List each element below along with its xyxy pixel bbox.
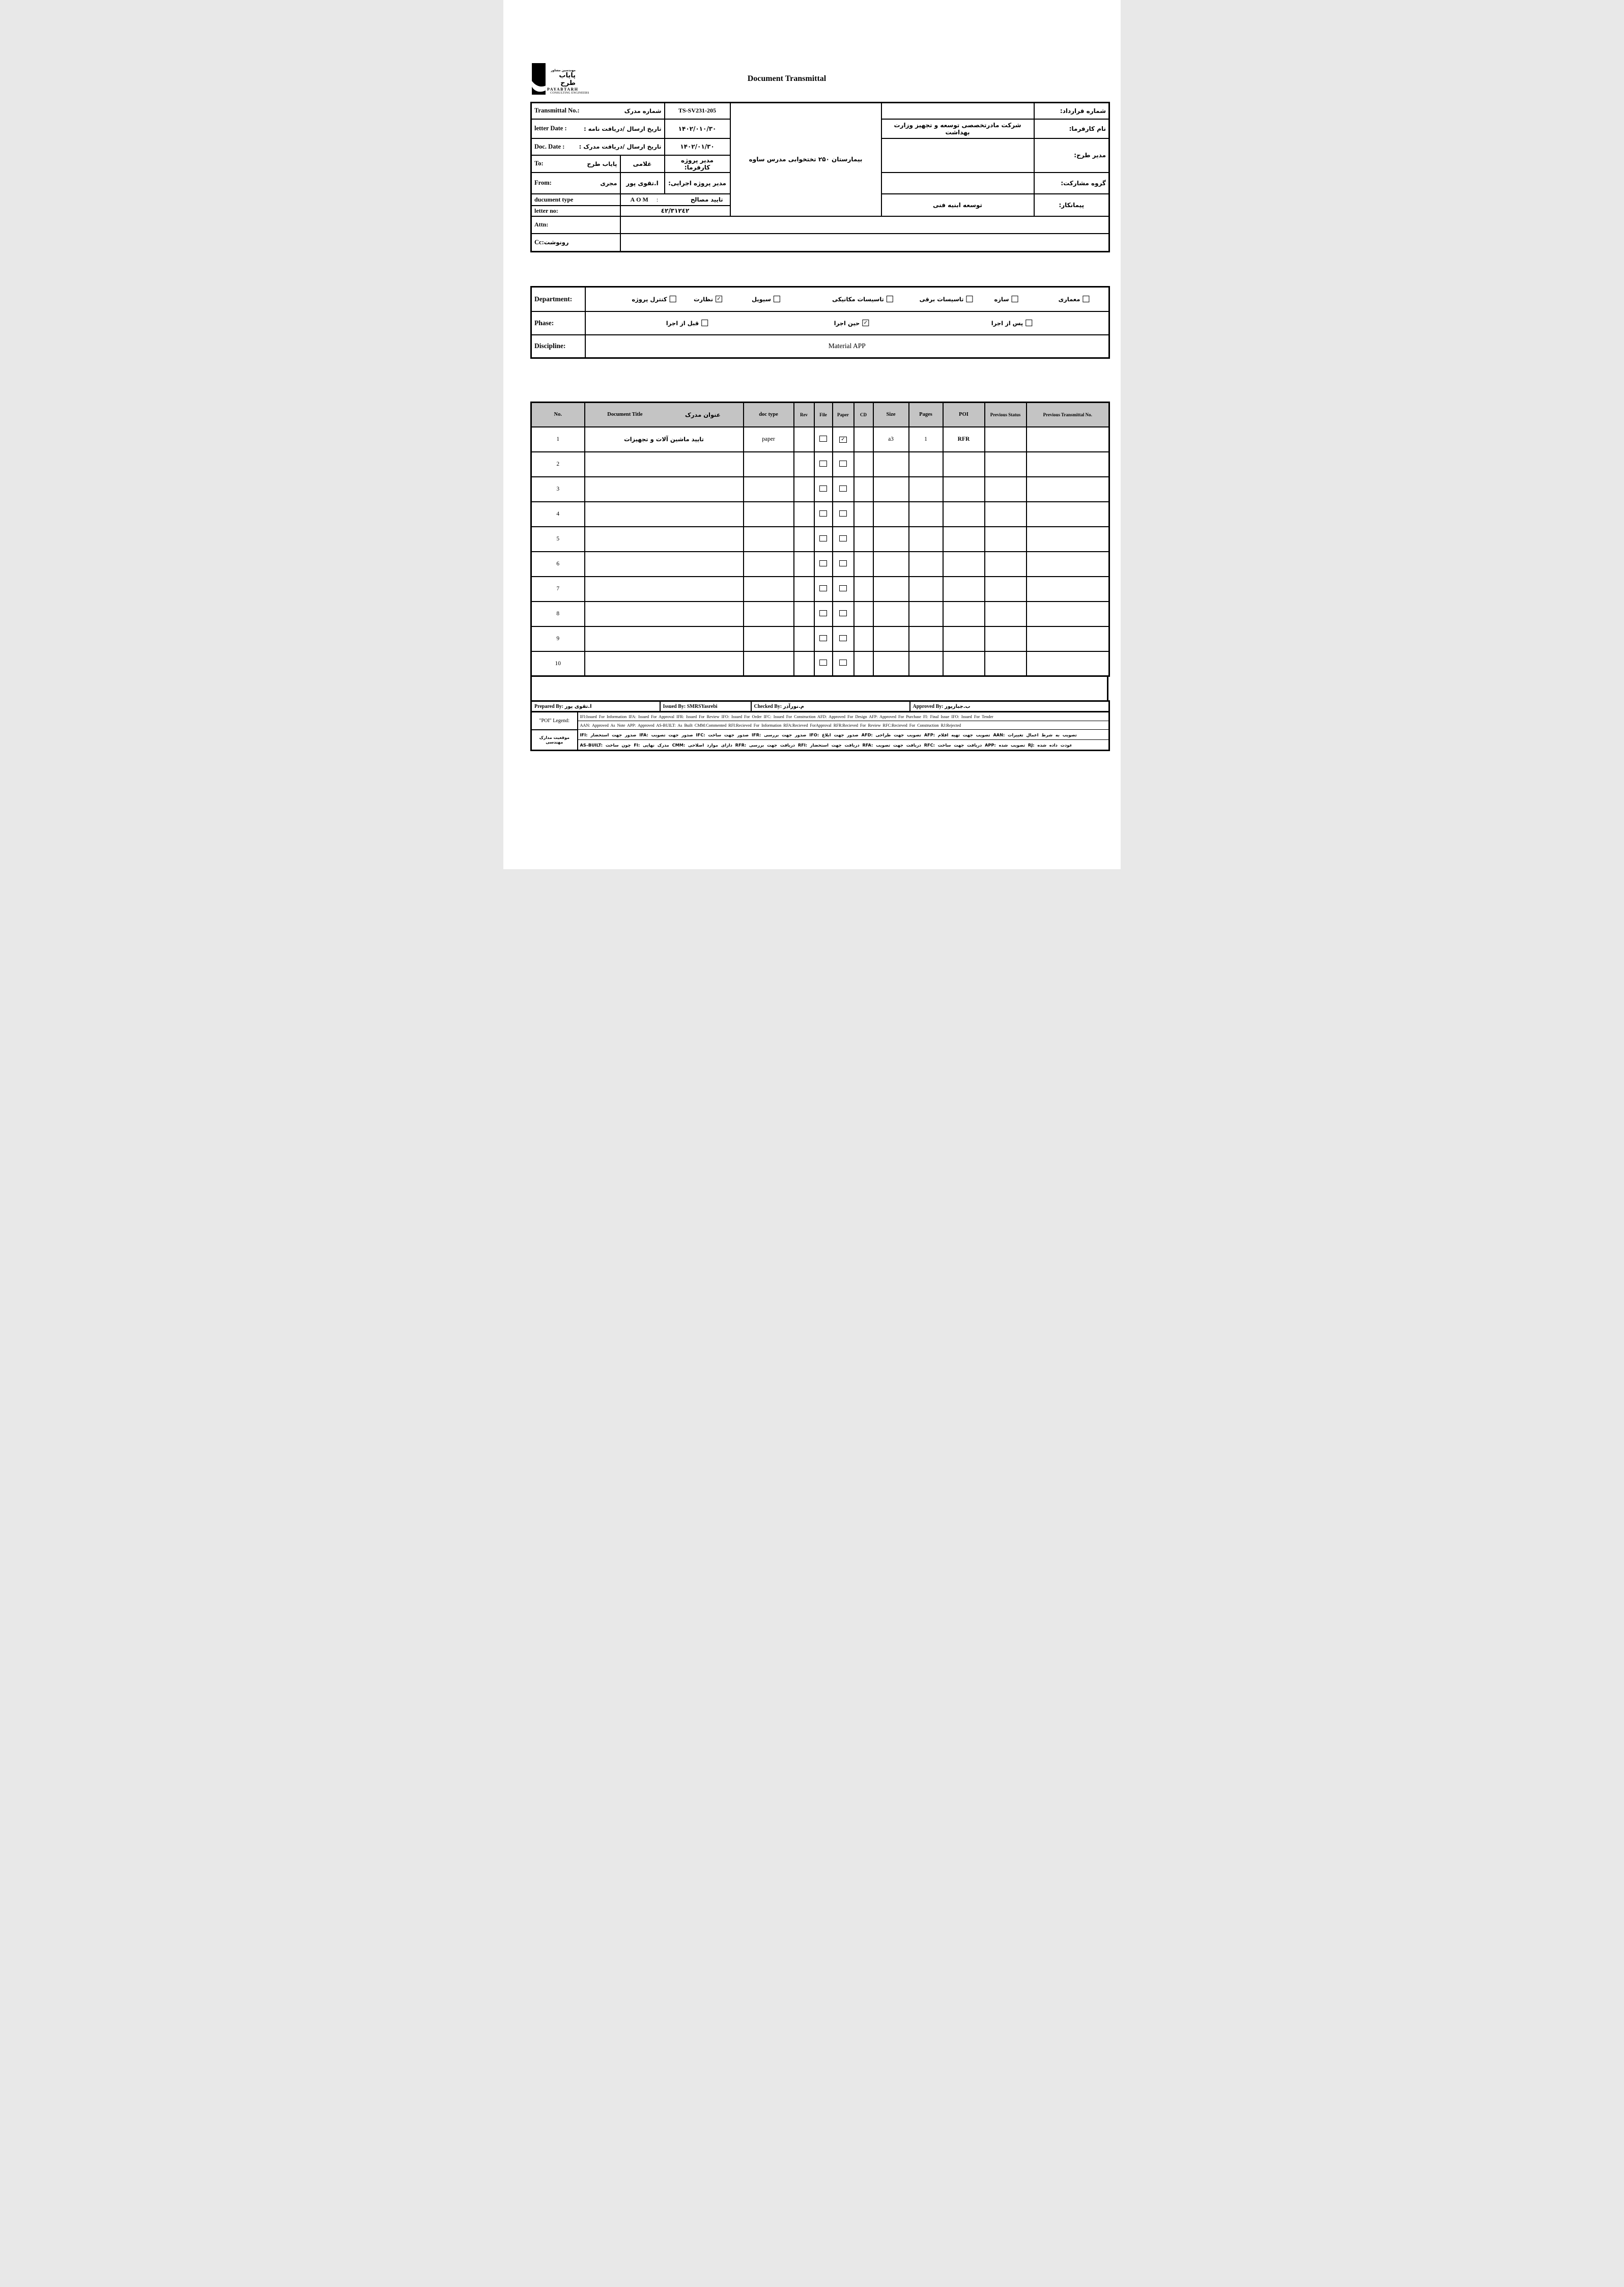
project-manager-label: مدیر طرح:	[1034, 138, 1109, 173]
col-header-title	[585, 403, 744, 427]
from-role-label: مدیر پروژه اجرایی:	[665, 173, 730, 194]
cell-poi	[943, 502, 985, 527]
department-option	[632, 296, 676, 303]
paper-checkbox[interactable]	[839, 535, 847, 541]
cell-poi: RFR	[943, 427, 985, 452]
cell-title	[585, 577, 744, 602]
paper-checkbox[interactable]	[839, 461, 847, 467]
doc-type-value-en: AOM	[630, 195, 650, 203]
doc-date-value: ۱۴۰۲/۰۱/۳۰	[665, 138, 730, 155]
file-checkbox[interactable]	[819, 585, 827, 591]
department-checkbox[interactable]	[1012, 296, 1018, 302]
poi-legend-line2: AAN: Approved As Note APP: Approved AS-BUILT: As Built CMM:Commented RFI:Recieved For Information RFA:Recieved ForApproval RFR:Recieved For Review RFC:Recieved For Construction RJ:Rejected	[578, 721, 1109, 730]
department-option	[994, 296, 1018, 303]
cell-title	[585, 626, 744, 651]
discipline-label: Discipline:	[531, 335, 585, 358]
project-manager-value	[881, 138, 1034, 173]
department-option-label: سیویل	[752, 295, 771, 303]
col-header-rev: Rev	[794, 403, 814, 427]
cell-doc_type	[744, 651, 794, 676]
cell-no: 1	[531, 427, 585, 452]
cell-cd	[854, 626, 873, 651]
department-checkbox[interactable]	[774, 296, 780, 302]
cell-title	[585, 452, 744, 477]
transmittal-no-label-cell	[531, 103, 665, 119]
cell-file	[814, 651, 833, 676]
client-name-label: نام کارفرما:	[1034, 119, 1109, 138]
department-checkbox[interactable]	[1082, 296, 1089, 302]
cell-cd	[854, 577, 873, 602]
col-header-pages: Pages	[909, 403, 943, 427]
brand-name-en: PAYABTARH	[547, 87, 579, 92]
cell-title	[585, 527, 744, 552]
table-row	[531, 427, 1109, 452]
cc-label-fa: رونوشت	[544, 238, 569, 246]
table-row	[531, 452, 1109, 477]
cell-no: 2	[531, 452, 585, 477]
to-label: To:	[534, 160, 544, 167]
cell-rev	[794, 477, 814, 502]
doc-type-value-fa: تایید مصالح	[690, 196, 723, 203]
department-option-label: تاسیسات مکانیکی	[832, 295, 884, 303]
doc-date-label-fa: تاریخ ارسال /دریافت مدرک :	[579, 143, 662, 150]
cell-file	[814, 477, 833, 502]
phase-checkbox[interactable]: ✓	[862, 320, 869, 326]
cell-cd	[854, 552, 873, 577]
cell-prev_transmittal	[1027, 452, 1109, 477]
checked-by-cell	[751, 701, 910, 712]
cell-pages	[909, 527, 943, 552]
col-header-size: Size	[873, 403, 909, 427]
cell-no: 3	[531, 477, 585, 502]
cell-size	[873, 477, 909, 502]
phase-option	[834, 320, 869, 327]
cell-prev_status	[985, 427, 1027, 452]
cell-pages	[909, 577, 943, 602]
department-option-label: نظارت	[693, 295, 714, 303]
department-phase-table	[530, 286, 1110, 359]
approved-by-value: ب.جبارپور	[945, 703, 971, 709]
file-checkbox[interactable]	[819, 510, 827, 517]
col-header-doc-type: doc type	[744, 403, 794, 427]
cell-doc_type	[744, 577, 794, 602]
table-row	[531, 502, 1109, 527]
cell-size	[873, 602, 909, 626]
cell-prev_status	[985, 452, 1027, 477]
cell-paper	[833, 577, 854, 602]
transmittal-no-label-fa: شماره مدرک	[624, 107, 662, 115]
cell-title	[585, 552, 744, 577]
contractor-value: توسعه ابنیه فنی	[881, 194, 1034, 216]
discipline-value: Material APP	[585, 335, 1109, 358]
attn-label: Attn:	[531, 216, 620, 234]
file-checkbox[interactable]	[819, 635, 827, 641]
cell-rev	[794, 527, 814, 552]
paper-checkbox[interactable]	[839, 610, 847, 616]
legend-table	[530, 711, 1110, 751]
cell-pages	[909, 552, 943, 577]
cell-rev	[794, 502, 814, 527]
document-list-table	[530, 402, 1110, 677]
cell-poi	[943, 477, 985, 502]
document-transmittal-page	[503, 0, 1121, 869]
cell-paper	[833, 552, 854, 577]
from-label: From:	[534, 179, 552, 186]
cell-poi	[943, 651, 985, 676]
cell-doc_type	[744, 626, 794, 651]
transmittal-info-table	[530, 102, 1110, 252]
cell-paper	[833, 427, 854, 452]
phase-option-label: پس از اجرا	[991, 319, 1023, 327]
contract-no-label: شماره قرارداد:	[1034, 103, 1109, 119]
poi-legend-line1: IFI:Issued For Information IFA: Issued For Approval IFR: Issued For Review IFO: Issued For Order IFC: Issued For Construction AFD: Approved For Design AFP: Approved For Purchase FI: Final Issue IFO: Issued For Tender	[578, 712, 1109, 721]
phase-option	[991, 320, 1032, 327]
table-row	[531, 651, 1109, 676]
cc-label: Cc:	[534, 238, 544, 246]
cell-title	[585, 502, 744, 527]
cell-size	[873, 527, 909, 552]
table-row	[531, 552, 1109, 577]
page-title: Document Transmittal	[747, 74, 827, 83]
from-value: مجری	[600, 179, 617, 187]
phase-option-label: قبل از اجرا	[666, 319, 699, 327]
department-option	[832, 296, 893, 303]
cell-prev_transmittal	[1027, 626, 1109, 651]
letter-date-label-fa: تاریخ ارسال /دریافت نامه :	[584, 125, 662, 132]
phase-option-label: حین اجرا	[834, 319, 860, 327]
paper-checkbox[interactable]: ✓	[839, 437, 847, 443]
cell-cd	[854, 502, 873, 527]
table-header-row	[531, 403, 1109, 427]
issued-by-cell	[660, 701, 751, 712]
cell-doc_type	[744, 602, 794, 626]
cell-pages	[909, 651, 943, 676]
from-person: ا.تقوی پور	[620, 173, 665, 194]
department-option	[694, 296, 722, 303]
cell-prev_transmittal	[1027, 577, 1109, 602]
table-row	[531, 527, 1109, 552]
cell-title	[585, 651, 744, 676]
cell-paper	[833, 527, 854, 552]
cell-file	[814, 602, 833, 626]
from-label-cell	[531, 173, 620, 194]
paper-checkbox[interactable]	[839, 485, 847, 492]
cell-poi	[943, 452, 985, 477]
department-checkbox[interactable]	[887, 296, 893, 302]
paper-checkbox[interactable]	[839, 635, 847, 641]
col-header-prev-transmittal: Previous Transmittal No.	[1027, 403, 1109, 427]
cell-prev_status	[985, 626, 1027, 651]
brand-subtitle: CONSULTING ENGINEERS	[550, 92, 589, 95]
cell-title: تایید ماشین آلات و تجهیزات	[585, 427, 744, 452]
cell-size	[873, 651, 909, 676]
project-name: بیمارستان ۲۵۰ تختخوابی مدرس ساوه	[730, 103, 881, 216]
paper-checkbox[interactable]	[839, 660, 847, 666]
prepared-by-cell	[531, 701, 660, 712]
department-checkbox[interactable]	[670, 296, 676, 302]
cell-prev_transmittal	[1027, 427, 1109, 452]
jv-group-value	[881, 173, 1034, 194]
cell-rev	[794, 452, 814, 477]
doc-type-label: ducument type	[531, 194, 620, 206]
status-legend-line1: IFI: صدور جهت استحضار IFA: صدور جهت تصویب IFC: صدور جهت ساخت IFR: صدور جهت بررسی IFO: صدور جهت ابلاغ AFD: تصویب جهت طراحی AFP: تصویب جهت تهیه اقلام AAN: تصویب به شرط اعمال تغییرات	[578, 730, 1109, 740]
cell-file	[814, 552, 833, 577]
cell-cd	[854, 527, 873, 552]
department-checkbox[interactable]: ✓	[716, 296, 722, 302]
contract-no-value	[881, 103, 1034, 119]
letter-no-value: ٤٢/٣١٢٤٢	[620, 206, 730, 216]
cell-size	[873, 577, 909, 602]
cell-poi	[943, 626, 985, 651]
file-checkbox[interactable]	[819, 535, 827, 541]
attn-value	[620, 216, 1109, 234]
file-checkbox[interactable]	[819, 610, 827, 616]
cell-pages	[909, 477, 943, 502]
cell-no: 4	[531, 502, 585, 527]
col-header-title-fa: عنوان مدرک	[685, 411, 721, 418]
cell-file	[814, 626, 833, 651]
cell-prev_transmittal	[1027, 477, 1109, 502]
cell-pages	[909, 502, 943, 527]
col-header-poi: POI	[943, 403, 985, 427]
department-checkbox[interactable]	[966, 296, 973, 302]
department-option	[1059, 296, 1090, 303]
cell-title	[585, 602, 744, 626]
poi-legend-label: "POI" Legend:	[531, 712, 578, 730]
cell-rev	[794, 651, 814, 676]
cell-poi	[943, 602, 985, 626]
department-option	[920, 296, 973, 303]
cell-paper	[833, 502, 854, 527]
department-option-label: سازه	[994, 295, 1009, 303]
cell-prev_status	[985, 577, 1027, 602]
paper-checkbox[interactable]	[839, 585, 847, 591]
cell-prev_transmittal	[1027, 602, 1109, 626]
phase-label: Phase:	[531, 311, 585, 335]
cell-prev_status	[985, 651, 1027, 676]
cell-paper	[833, 452, 854, 477]
letter-date-label-cell	[531, 119, 665, 138]
to-value: پایاب طرح	[587, 160, 617, 167]
cell-paper	[833, 626, 854, 651]
to-label-cell	[531, 155, 620, 173]
cell-size: a3	[873, 427, 909, 452]
department-option-label: معماری	[1058, 295, 1080, 303]
cell-cd	[854, 602, 873, 626]
phase-option	[666, 320, 708, 327]
issued-by-label: Issued By:	[663, 703, 686, 709]
approved-by-cell	[910, 701, 1109, 712]
cell-prev_transmittal	[1027, 651, 1109, 676]
cell-poi	[943, 577, 985, 602]
cell-prev_transmittal	[1027, 552, 1109, 577]
brand-name-fa: پایاب طرح	[559, 72, 576, 87]
cell-title	[585, 477, 744, 502]
cell-size	[873, 452, 909, 477]
payabtarh-logo-icon	[532, 63, 546, 95]
cell-no: 8	[531, 602, 585, 626]
col-header-file: File	[814, 403, 833, 427]
cell-cd	[854, 477, 873, 502]
cell-size	[873, 502, 909, 527]
checked-by-value: م.نورآذر	[783, 703, 804, 709]
prepared-by-label: Prepared By:	[534, 703, 564, 709]
doc-type-colon: :	[656, 195, 659, 203]
doc-date-label-cell	[531, 138, 665, 155]
cell-rev	[794, 552, 814, 577]
approved-by-label: Approved By:	[913, 703, 944, 709]
cell-cd	[854, 427, 873, 452]
file-checkbox[interactable]	[819, 485, 827, 492]
client-name-value: شرکت مادرتخصصی توسعه و تجهیز وزارت بهداشت	[881, 119, 1034, 138]
cell-file	[814, 577, 833, 602]
to-role-label: مدیر پروژه کارفرما:	[665, 155, 730, 173]
transmittal-no-label-en: Transmittal No.:	[534, 107, 580, 115]
department-option	[752, 296, 780, 303]
cell-poi	[943, 527, 985, 552]
cell-cd	[854, 651, 873, 676]
cell-paper	[833, 602, 854, 626]
cell-file	[814, 527, 833, 552]
checked-by-label: Checked By:	[754, 703, 782, 709]
cell-prev_status	[985, 477, 1027, 502]
cell-pages	[909, 626, 943, 651]
cc-value	[620, 234, 1109, 252]
cell-prev_transmittal	[1027, 527, 1109, 552]
table-row	[531, 577, 1109, 602]
jv-group-label: گروه مشارکت:	[1034, 173, 1109, 194]
table-row	[531, 626, 1109, 651]
document-table-empty-area	[530, 675, 1108, 700]
transmittal-no-value: TS-SV231-205	[665, 103, 730, 119]
cell-size	[873, 626, 909, 651]
status-legend-label: موقعیت مدارک مهندسی	[531, 730, 578, 751]
file-checkbox[interactable]	[819, 436, 827, 442]
letter-date-label-en: letter Date :	[534, 125, 567, 132]
cell-paper	[833, 477, 854, 502]
cell-file	[814, 452, 833, 477]
department-options	[585, 287, 1109, 311]
issued-by-value: SMRSYasrebi	[687, 703, 718, 709]
status-legend-line2: AS–BUILT: چون ساخت FI: مدرک نهایی CMM: دارای موارد اصلاحی RFR: دریافت جهت بررسی RFI: دریافت جهت استحضار RFA: دریافت جهت تصویب RFC: دریافت جهت ساخت APP: تصویب شده RJ: عودت داده شده	[578, 740, 1109, 751]
letter-date-value: ۱۴۰۲/۰۱۰/۳۰	[665, 119, 730, 138]
cell-no: 5	[531, 527, 585, 552]
paper-checkbox[interactable]	[839, 560, 847, 566]
cell-prev_status	[985, 527, 1027, 552]
cell-file	[814, 427, 833, 452]
cell-doc_type	[744, 502, 794, 527]
cell-prev_status	[985, 552, 1027, 577]
phase-checkbox[interactable]	[701, 320, 708, 326]
cell-no: 7	[531, 577, 585, 602]
col-header-no: No.	[531, 403, 585, 427]
col-header-prev-status: Previous Status	[985, 403, 1027, 427]
col-header-title-en: Document Title	[607, 412, 643, 418]
cell-doc_type	[744, 527, 794, 552]
cell-prev_status	[985, 602, 1027, 626]
col-header-cd: CD	[854, 403, 873, 427]
cell-no: 6	[531, 552, 585, 577]
brand-tagline: مهندسین مشاور	[551, 69, 576, 73]
doc-date-label-en: Doc. Date :	[534, 142, 565, 150]
file-checkbox[interactable]	[819, 461, 827, 467]
cc-label-cell	[531, 234, 620, 252]
cell-size	[873, 552, 909, 577]
paper-checkbox[interactable]	[839, 510, 847, 517]
phase-options	[585, 311, 1109, 335]
cell-cd	[854, 452, 873, 477]
table-row	[531, 602, 1109, 626]
phase-checkbox[interactable]	[1025, 320, 1032, 326]
cell-pages	[909, 602, 943, 626]
cell-rev	[794, 577, 814, 602]
cell-prev_transmittal	[1027, 502, 1109, 527]
company-logo	[532, 63, 589, 95]
department-option-label: تاسیسات برقی	[919, 295, 964, 303]
cell-doc_type	[744, 477, 794, 502]
prepared-by-value: ا.تقوی پور	[564, 703, 592, 709]
cell-pages: 1	[909, 427, 943, 452]
file-checkbox[interactable]	[819, 560, 827, 566]
table-row	[531, 477, 1109, 502]
cell-poi	[943, 552, 985, 577]
cell-file	[814, 502, 833, 527]
cell-doc_type	[744, 552, 794, 577]
letter-no-label: letter no:	[531, 206, 620, 216]
contractor-label: پیمانکار:	[1034, 194, 1109, 216]
cell-no: 9	[531, 626, 585, 651]
col-header-paper: Paper	[833, 403, 854, 427]
cell-pages	[909, 452, 943, 477]
doc-type-value-cell	[620, 194, 730, 206]
cell-rev	[794, 427, 814, 452]
file-checkbox[interactable]	[819, 660, 827, 666]
cell-doc_type: paper	[744, 427, 794, 452]
department-option-label: کنترل پروژه	[632, 295, 667, 303]
cell-paper	[833, 651, 854, 676]
cell-prev_status	[985, 502, 1027, 527]
cell-rev	[794, 602, 814, 626]
cell-doc_type	[744, 452, 794, 477]
cell-no: 10	[531, 651, 585, 676]
department-label: Department:	[531, 287, 585, 311]
to-person: غلامی	[620, 155, 665, 173]
cell-rev	[794, 626, 814, 651]
